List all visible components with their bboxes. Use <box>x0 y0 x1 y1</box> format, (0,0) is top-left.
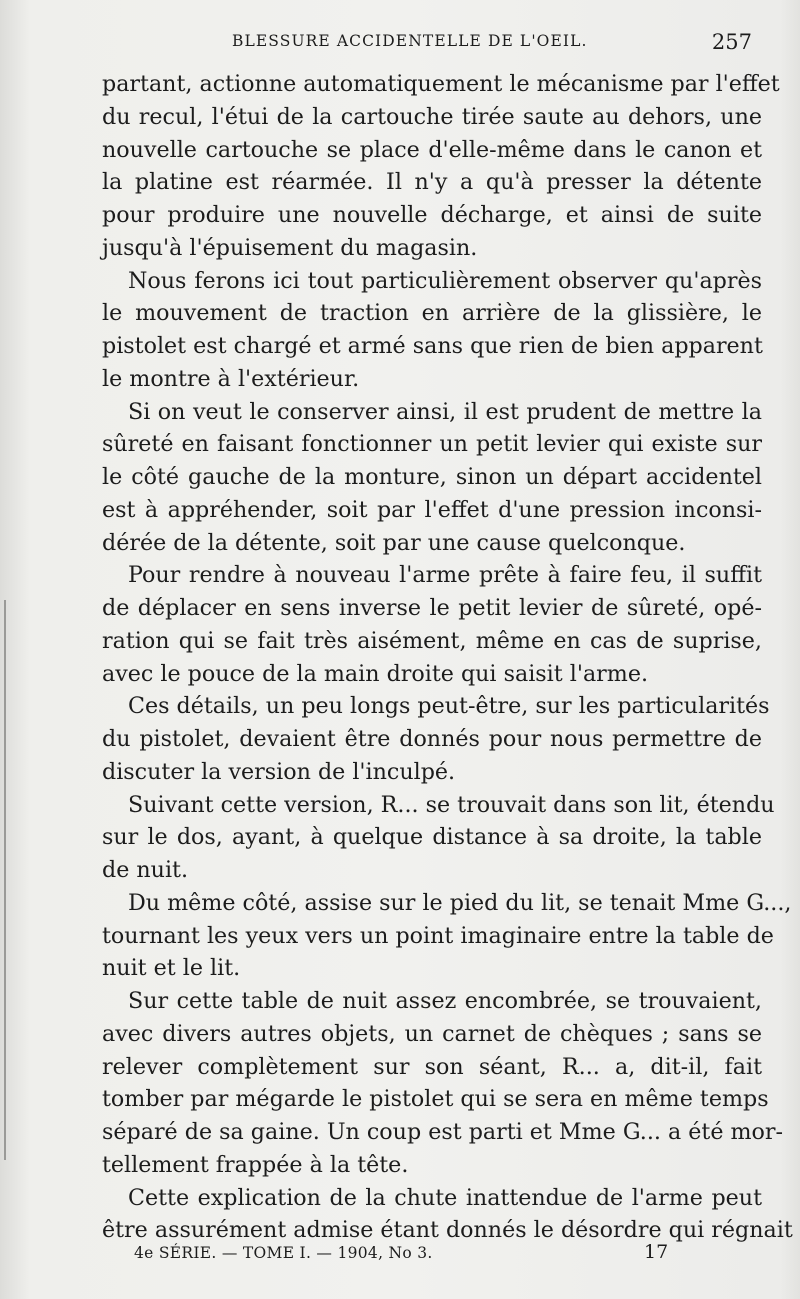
text-line: pour produire une nouvelle décharge, et ainsi de suite <box>102 202 762 228</box>
paragraph <box>102 396 762 560</box>
text-line: nuit et le lit. <box>102 955 241 982</box>
paragraph <box>102 887 792 985</box>
text-line: Pour rendre à nouveau l'arme prête à faire feu, il suffit <box>128 562 762 589</box>
text-line: partant, actionne automatiquement le mécanisme par l'effet <box>102 71 780 97</box>
text-line: est à appréhender, soit par l'effet d'une pression inconsi- <box>102 496 762 523</box>
text-line: avec le pouce de la main droite qui saisit l'arme. <box>102 660 648 687</box>
text-line: séparé de sa gaine. Un coup est parti et Mme G... a été mor- <box>102 1119 783 1145</box>
text-line: ration qui se fait très aisément, même en cas de suprise, <box>102 627 762 654</box>
text-line: Si on veut le conserver ainsi, il est prudent de mettre la <box>128 398 762 425</box>
text-line: tournant les yeux vers un point imaginaire entre la table de <box>102 922 774 949</box>
paragraph <box>102 559 762 690</box>
paragraph <box>102 789 775 887</box>
text-line: dérée de la détente, soit par une cause quelconque. <box>102 529 686 556</box>
text-line: être assurément admise étant donnés le désordre qui régnait <box>102 1217 793 1244</box>
text-line: Nous ferons ici tout particulièrement observer qu'après <box>128 267 762 294</box>
text-line: de déplacer en sens inverse le petit levier de sûreté, opé- <box>102 595 762 621</box>
text-line: avec divers autres objets, un carnet de chèques ; sans se <box>102 1020 762 1047</box>
text-line: sûreté en faisant fonctionner un petit levier qui existe sur <box>102 431 762 458</box>
text-line: du pistolet, devaient être donnés pour nous permettre de <box>102 726 762 752</box>
signature-mark: 17 <box>644 1241 669 1263</box>
text-line: de nuit. <box>102 857 189 883</box>
page-number: 257 <box>711 30 752 54</box>
text-line: sur le dos, ayant, à quelque distance à sa droite, la table <box>102 824 762 851</box>
text-line: Ces détails, un peu longs peut-être, sur les particularités <box>128 693 770 720</box>
text-line: discuter la version de l'inculpé. <box>102 758 456 785</box>
text-line: Cette explication de la chute inattendue de l'arme peut <box>128 1184 762 1211</box>
binding-shadow <box>4 600 6 1160</box>
text-line: nouvelle cartouche se place d'elle-même dans le canon et <box>102 136 762 163</box>
text-line: le montre à l'extérieur. <box>102 365 360 392</box>
text-line: pistolet est chargé et armé sans que rien de bien apparent <box>102 333 763 359</box>
text-line: du recul, l'étui de la cartouche tirée saute au dehors, une <box>102 103 762 130</box>
text-line: Suivant cette version, R... se trouvait dans son lit, étendu <box>128 791 775 818</box>
text-line: tellement frappée à la tête. <box>102 1151 409 1178</box>
running-header: BLESSURE ACCIDENTELLE DE L'OEIL. <box>232 32 588 50</box>
paragraph <box>102 68 780 265</box>
paragraph <box>102 985 783 1182</box>
text-line: le mouvement de traction en arrière de la glissière, le <box>102 300 762 327</box>
footer-series-line: 4e SÉRIE. — TOME I. — 1904, No 3. <box>134 1244 433 1262</box>
text-line: Sur cette table de nuit assez encombrée, se trouvaient, <box>128 988 762 1014</box>
body-text <box>102 68 793 1247</box>
paragraph <box>102 690 770 788</box>
text-line: jusqu'à l'épuisement du magasin. <box>102 234 478 261</box>
text-line: la platine est réarmée. Il n'y a qu'à presser la détente <box>102 169 762 196</box>
text-line: tomber par mégarde le pistolet qui se sera en même temps <box>102 1086 769 1113</box>
text-line: le côté gauche de la monture, sinon un départ accidentel <box>102 464 762 490</box>
paragraph <box>102 1182 793 1248</box>
paragraph <box>102 265 762 396</box>
text-line: Du même côté, assise sur le pied du lit, se tenait Mme G..., <box>128 889 792 916</box>
text-line: relever complètement sur son séant, R... a, dit-il, fait <box>102 1053 762 1080</box>
